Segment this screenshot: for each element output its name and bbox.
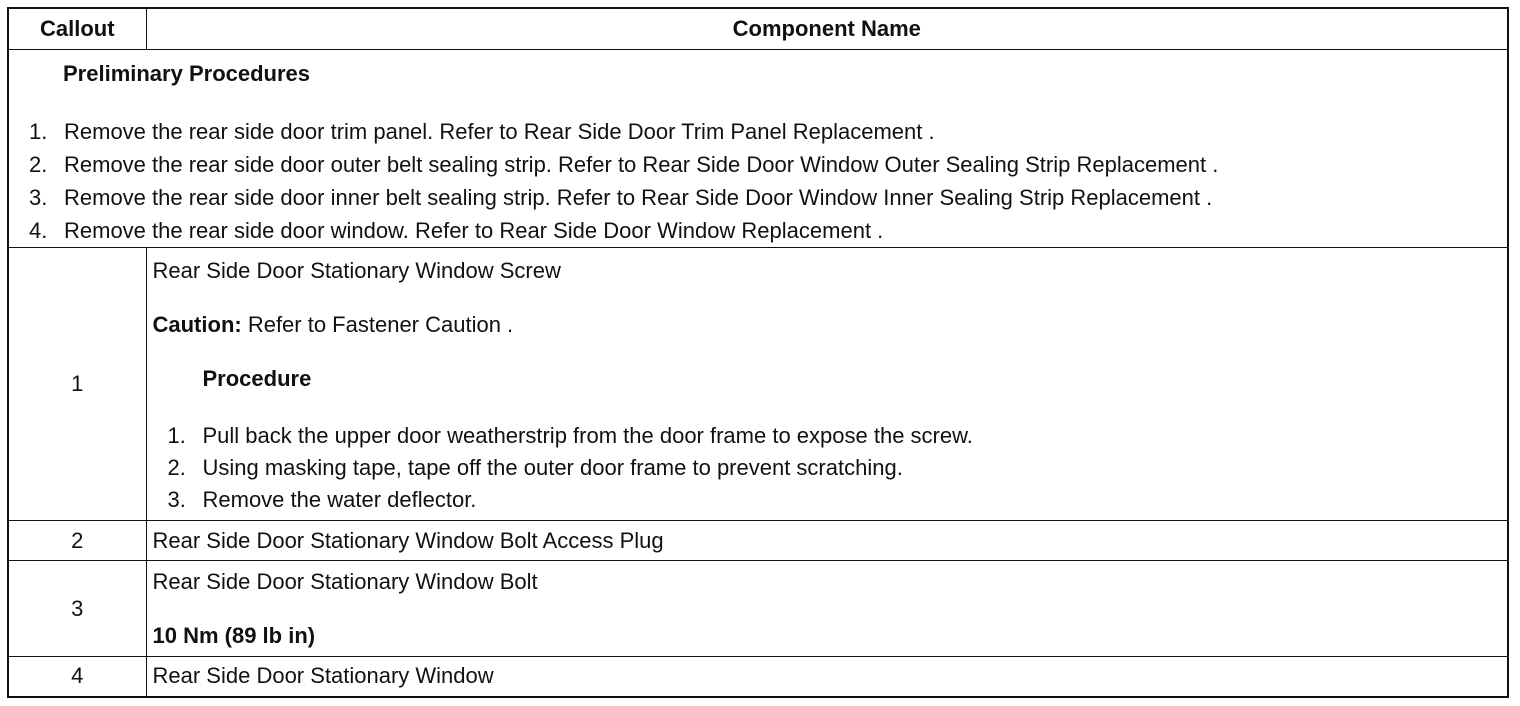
- callout-header: Callout: [8, 8, 146, 50]
- callout-cell: 3: [8, 561, 146, 657]
- callout-cell: 2: [8, 521, 146, 561]
- callout-cell: 4: [8, 657, 146, 697]
- component-name: Rear Side Door Stationary Window: [146, 657, 1508, 697]
- component-cell: [146, 248, 1508, 521]
- step-number: 1.: [167, 423, 186, 448]
- step-text: Using masking tape, tape off the outer door frame to prevent scratching.: [202, 455, 903, 480]
- step-number: 4.: [29, 218, 48, 243]
- step-text: Remove the rear side door window. Refer to Rear Side Door Window Replacement .: [64, 218, 884, 243]
- list-item: [153, 452, 1508, 484]
- component-cell: [146, 561, 1508, 657]
- header-row: [8, 8, 1508, 50]
- procedure-heading: Procedure: [202, 366, 312, 391]
- step-number: 2.: [29, 152, 48, 177]
- step-text: Remove the rear side door inner belt sealing strip. Refer to Rear Side Door Window Inner Sealing Strip Replacement .: [64, 185, 1213, 210]
- component-name-header: Component Name: [146, 8, 1508, 50]
- caution-label: Caution:: [152, 312, 242, 337]
- caution-text: Refer to Fastener Caution .: [241, 312, 514, 337]
- list-item: [29, 214, 1495, 247]
- component-name: Rear Side Door Stationary Window Bolt: [152, 569, 538, 594]
- procedure-steps: [153, 420, 1508, 516]
- caution-note: [153, 312, 1508, 338]
- step-number: 1.: [29, 119, 48, 144]
- list-item: [153, 420, 1508, 452]
- list-item: [153, 484, 1508, 516]
- table-row: [8, 248, 1508, 521]
- preliminary-procedures: [8, 50, 1508, 248]
- component-table: [7, 7, 1509, 698]
- step-number: 3.: [29, 185, 48, 210]
- component-name: Rear Side Door Stationary Window Screw: [152, 258, 561, 283]
- step-number: 3.: [167, 487, 186, 512]
- table-row: [8, 657, 1508, 697]
- list-item: [29, 181, 1495, 214]
- preliminary-steps: [29, 115, 1495, 247]
- callout-cell: 1: [8, 248, 146, 521]
- preliminary-heading: Preliminary Procedures: [63, 61, 311, 86]
- table-row: [8, 521, 1508, 561]
- step-text: Remove the rear side door outer belt sealing strip. Refer to Rear Side Door Window Outer Sealing Strip Replacement .: [64, 152, 1219, 177]
- step-text: Remove the rear side door trim panel. Refer to Rear Side Door Trim Panel Replacement .: [64, 119, 935, 144]
- list-item: [29, 115, 1495, 148]
- step-text: Remove the water deflector.: [202, 487, 477, 512]
- list-item: [29, 148, 1495, 181]
- step-number: 2.: [167, 455, 186, 480]
- step-text: Pull back the upper door weatherstrip from the door frame to expose the screw.: [202, 423, 973, 448]
- preliminary-row: [8, 50, 1508, 248]
- torque-spec: 10 Nm (89 lb in): [152, 623, 316, 648]
- component-name: Rear Side Door Stationary Window Bolt Access Plug: [146, 521, 1508, 561]
- table-row: [8, 561, 1508, 657]
